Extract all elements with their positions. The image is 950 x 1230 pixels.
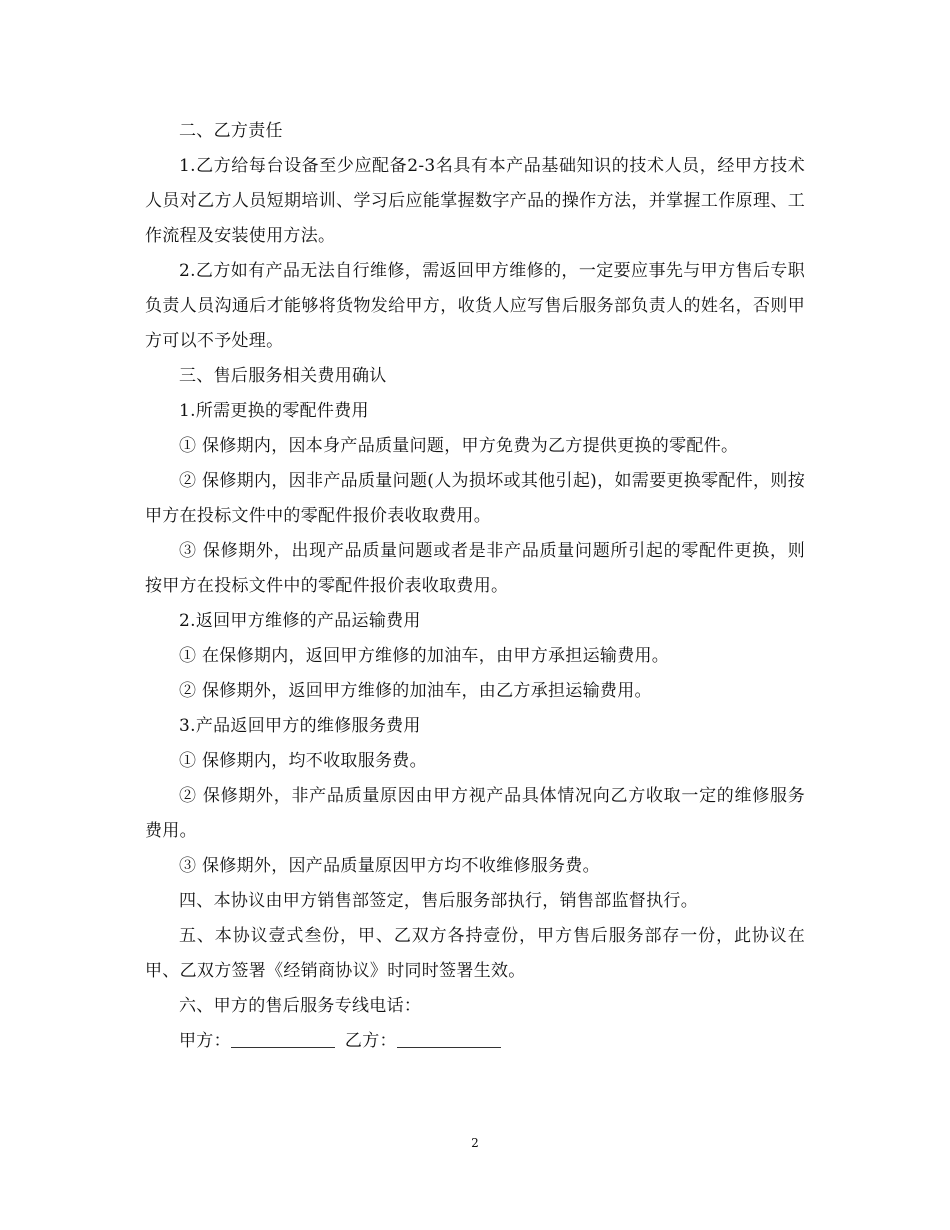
clause-paragraph: 2.乙方如有产品无法自行维修，需返回甲方维修的，一定要应事先与甲方售后专职负责人员沟通后才能够将货物发给甲方，收货人应写售后服务部负责人的姓名，否则甲方可以不予处理。 [145,261,805,351]
clause-paragraph: ③ 保修期外，出现产品质量问题或者是非产品质量问题所引起的零配件更换，则按甲方在投标文件中的零配件报价表收取费用。 [145,541,805,596]
clause-paragraph: ① 保修期内，因本身产品质量问题，甲方免费为乙方提供更换的零配件。 [179,436,739,456]
party-b-blank [397,1031,501,1048]
page-number: 2 [471,1136,479,1150]
section-heading-execution: 四、本协议由甲方销售部签定，售后服务部执行，销售部监督执行。 [179,891,698,911]
section-heading-copies: 五、本协议壹式叁份，甲、乙双方各持壹份，甲方售后服务部存一份，此协议在甲、乙双方签署《经销商协议》时同时签署生效。 [145,926,805,981]
clause-paragraph: 1.乙方给每台设备至少应配备2-3名具有本产品基础知识的技术人员，经甲方技术人员对乙方人员短期培训、学习后应能掌握数字产品的操作方法，并掌握工作原理、工作流程及安装使用方法。 [145,156,805,246]
clause-paragraph: ② 保修期外，非产品质量原因由甲方视产品具体情况向乙方收取一定的维修服务费用。 [145,786,805,841]
clause-paragraph: ② 保修期外，返回甲方维修的加油车，由乙方承担运输费用。 [179,681,652,701]
subsection-heading: 1.所需更换的零配件费用 [179,401,369,421]
party-a-blank [231,1031,335,1048]
subsection-heading: 2.返回甲方维修的产品运输费用 [179,611,421,631]
clause-paragraph: ① 保修期内，均不收取服务费。 [179,751,427,771]
clause-paragraph: ① 在保修期内，返回甲方维修的加油车，由甲方承担运输费用。 [179,646,670,666]
party-a-label: 甲方： [179,1031,231,1051]
signature-line [145,1024,805,1059]
party-b-label: 乙方： [344,1031,397,1051]
clause-paragraph: ③ 保修期外，因产品质量原因甲方均不收维修服务费。 [179,856,600,876]
section-heading-fees: 三、售后服务相关费用确认 [179,366,387,386]
subsection-heading: 3.产品返回甲方的维修服务费用 [179,716,421,736]
document-body [145,114,805,1059]
clause-paragraph: ② 保修期内，因非产品质量问题(人为损坏或其他引起)，如需要更换零配件，则按甲方在投标文件中的零配件报价表收取费用。 [145,471,805,526]
section-heading-party-b-duties: 二、乙方责任 [179,121,283,141]
section-heading-hotline: 六、甲方的售后服务专线电话： [179,996,422,1016]
